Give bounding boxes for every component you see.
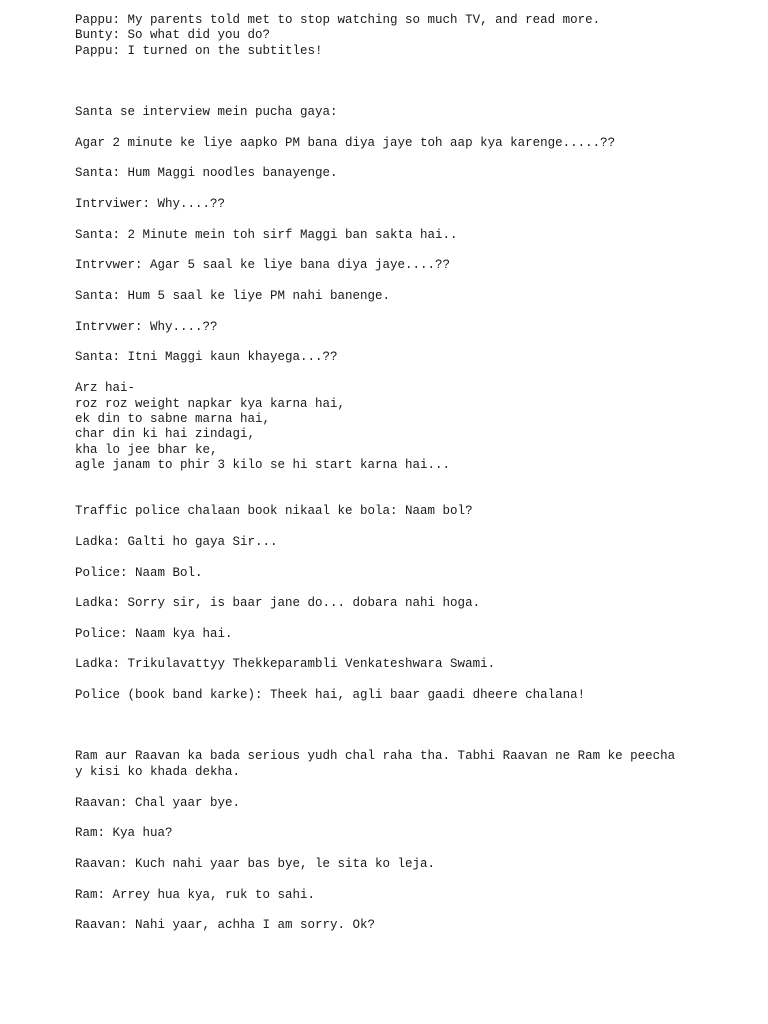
text-line: Pappu: My parents told met to stop watching so much TV, and read more.	[75, 13, 601, 27]
text-line: Intrvwer: Why....??	[75, 320, 218, 334]
text-line: Ram: Kya hua?	[75, 826, 173, 840]
text-line: roz roz weight napkar kya karna hai,	[75, 397, 346, 411]
text-line: Intrvwer: Agar 5 saal ke liye bana diya jaye....??	[75, 258, 451, 272]
text-line: Ladka: Galti ho gaya Sir...	[75, 535, 278, 549]
text-line: kha lo jee bhar ke,	[75, 443, 218, 457]
text-line: Raavan: Nahi yaar, achha I am sorry. Ok?	[75, 918, 376, 932]
text-line: Santa: Hum Maggi noodles banayenge.	[75, 166, 338, 180]
text-line: Ladka: Sorry sir, is baar jane do... dobara nahi hoga.	[75, 596, 481, 610]
text-line: Intrviwer: Why....??	[75, 197, 226, 211]
text-line: Police: Naam Bol.	[75, 566, 203, 580]
text-line: Pappu: I turned on the subtitles!	[75, 44, 323, 58]
text-line: Agar 2 minute ke liye aapko PM bana diya jaye toh aap kya karenge.....??	[75, 136, 616, 150]
text-line: Bunty: So what did you do?	[75, 28, 271, 42]
text-line: Arz hai-	[75, 381, 136, 395]
text-line: Santa: Itni Maggi kaun khayega...??	[75, 350, 338, 364]
text-line: Ram aur Raavan ka bada serious yudh chal raha tha. Tabhi Raavan ne Ram ke peecha	[75, 749, 676, 763]
text-line: Raavan: Kuch nahi yaar bas bye, le sita ko leja.	[75, 857, 436, 871]
text-line: Ram: Arrey hua kya, ruk to sahi.	[75, 888, 316, 902]
text-line: char din ki hai zindagi,	[75, 427, 256, 441]
text-line: Police (book band karke): Theek hai, agli baar gaadi dheere chalana!	[75, 688, 586, 702]
text-line: Traffic police chalaan book nikaal ke bola: Naam bol?	[75, 504, 473, 518]
text-line: Ladka: Trikulavattyy Thekkeparambli Venkateshwara Swami.	[75, 657, 496, 671]
text-line: Santa: 2 Minute mein toh sirf Maggi ban sakta hai..	[75, 228, 458, 242]
text-line: agle janam to phir 3 kilo se hi start karna hai...	[75, 458, 451, 472]
text-line: y kisi ko khada dekha.	[75, 765, 241, 779]
text-line: ek din to sabne marna hai,	[75, 412, 271, 426]
text-line: Santa: Hum 5 saal ke liye PM nahi banenge.	[75, 289, 391, 303]
text-line: Raavan: Chal yaar bye.	[75, 796, 241, 810]
text-line: Santa se interview mein pucha gaya:	[75, 105, 338, 119]
text-line: Police: Naam kya hai.	[75, 627, 233, 641]
